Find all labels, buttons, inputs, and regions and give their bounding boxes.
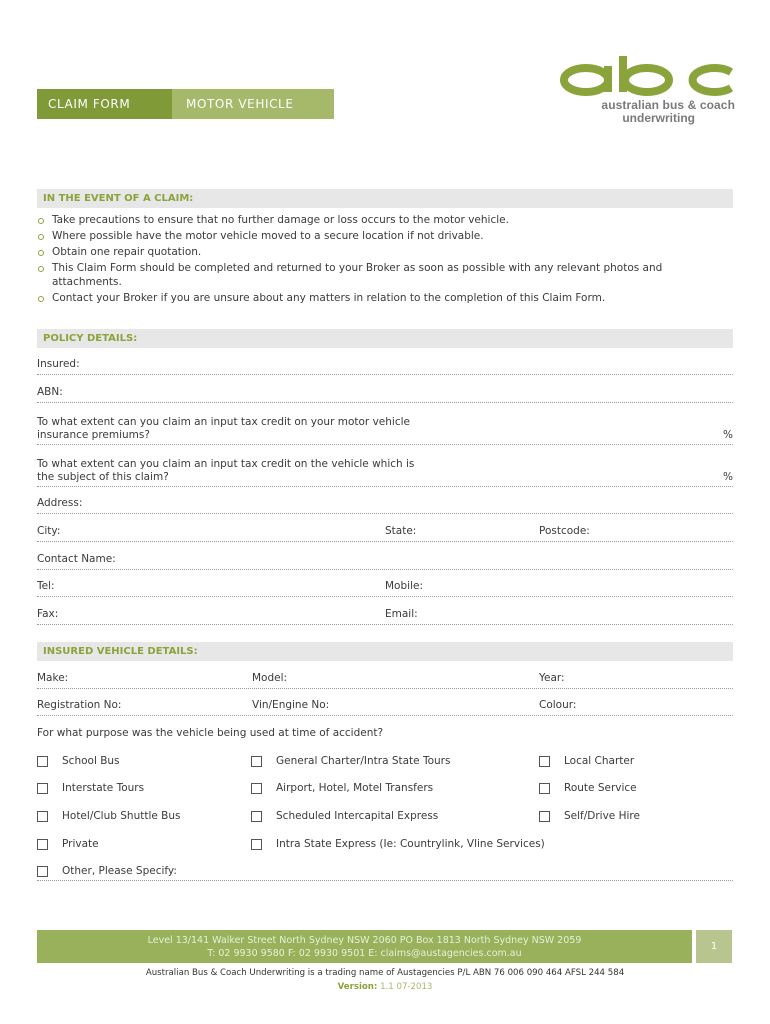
vin-engine-label[interactable]: Vin/Engine No: bbox=[252, 699, 330, 711]
bullet-icon bbox=[38, 218, 44, 224]
footer-address: Level 13/141 Walker Street North Sydney NSW 2060 PO Box 1813 North Sydney NSW 2059 bbox=[147, 935, 582, 946]
version-label: Version: bbox=[337, 982, 378, 992]
tax-credit-vehicle-label-2: the subject of this claim? bbox=[37, 471, 169, 483]
fax-email-row bbox=[37, 608, 733, 625]
option-interstate-tours[interactable]: Interstate Tours bbox=[37, 782, 144, 794]
postcode-label[interactable]: Postcode: bbox=[539, 525, 590, 537]
checkbox[interactable] bbox=[539, 811, 550, 822]
option-self-drive-hire[interactable]: Self/Drive Hire bbox=[539, 810, 640, 822]
contact-name-field[interactable] bbox=[37, 553, 733, 570]
insured-label: Insured: bbox=[37, 358, 80, 370]
checkbox[interactable] bbox=[539, 756, 550, 767]
insured-field[interactable] bbox=[37, 358, 733, 375]
option-school-bus[interactable]: School Bus bbox=[37, 755, 120, 767]
motor-vehicle-tab: MOTOR VEHICLE bbox=[172, 89, 334, 119]
section-event-header: IN THE EVENT OF A CLAIM: bbox=[37, 189, 733, 208]
option-intra-state-express[interactable]: Intra State Express (Ie: Countrylink, Vline Services) bbox=[251, 838, 545, 850]
colour-label[interactable]: Colour: bbox=[539, 699, 577, 711]
event-instructions-list bbox=[37, 214, 727, 308]
address-field[interactable] bbox=[37, 497, 733, 514]
option-local-charter[interactable]: Local Charter bbox=[539, 755, 634, 767]
tel-label[interactable]: Tel: bbox=[37, 580, 55, 592]
section-vehicle-header: INSURED VEHICLE DETAILS: bbox=[37, 642, 733, 661]
checkbox[interactable] bbox=[37, 756, 48, 767]
bullet-icon bbox=[38, 266, 44, 272]
checkbox[interactable] bbox=[37, 866, 48, 877]
state-label[interactable]: State: bbox=[385, 525, 417, 537]
checkbox[interactable] bbox=[37, 811, 48, 822]
list-item: Contact your Broker if you are unsure about any matters in relation to the completion of this Claim Form. bbox=[37, 292, 727, 306]
bullet-icon bbox=[38, 296, 44, 302]
year-label[interactable]: Year: bbox=[539, 672, 565, 684]
model-label[interactable]: Model: bbox=[252, 672, 288, 684]
option-shuttle-bus[interactable]: Hotel/Club Shuttle Bus bbox=[37, 810, 181, 822]
version-value: 1.1 07-2013 bbox=[380, 982, 433, 992]
logo-text-line2: underwriting bbox=[622, 111, 695, 125]
trading-name-notice: Australian Bus & Coach Underwriting is a trading name of Austagencies P/L ABN 76 006 090 464 AFSL 244 584 bbox=[145, 968, 625, 978]
tax-credit-vehicle-label-1: To what extent can you claim an input tax credit on the vehicle which is bbox=[37, 458, 415, 470]
tax-credit-premiums-field[interactable] bbox=[37, 416, 733, 445]
option-intercapital-express[interactable]: Scheduled Intercapital Express bbox=[251, 810, 438, 822]
bullet-icon bbox=[38, 234, 44, 240]
checkbox[interactable] bbox=[251, 756, 262, 767]
registration-label[interactable]: Registration No: bbox=[37, 699, 122, 711]
footer-contact: T: 02 9930 9580 F: 02 9930 9501 E: claims@austagencies.com.au bbox=[207, 948, 522, 959]
abc-logo bbox=[559, 56, 735, 124]
purpose-question: For what purpose was the vehicle being used at time of accident? bbox=[37, 727, 384, 739]
tax-credit-vehicle-field[interactable] bbox=[37, 458, 733, 487]
list-item: Take precautions to ensure that no further damage or loss occurs to the motor vehicle. bbox=[37, 214, 727, 228]
list-item: Where possible have the motor vehicle moved to a secure location if not drivable. bbox=[37, 230, 727, 244]
version-line bbox=[0, 982, 770, 992]
option-route-service[interactable]: Route Service bbox=[539, 782, 637, 794]
other-specify-field[interactable] bbox=[37, 864, 733, 881]
tax-credit-premiums-label-2: insurance premiums? bbox=[37, 429, 150, 441]
option-general-charter[interactable]: General Charter/Intra State Tours bbox=[251, 755, 450, 767]
city-state-postcode-row bbox=[37, 525, 733, 542]
percent-sign: % bbox=[723, 471, 733, 483]
checkbox[interactable] bbox=[251, 811, 262, 822]
contact-name-label: Contact Name: bbox=[37, 553, 116, 565]
option-airport-transfers[interactable]: Airport, Hotel, Motel Transfers bbox=[251, 782, 433, 794]
footer-contact-bar bbox=[37, 930, 692, 963]
address-label: Address: bbox=[37, 497, 83, 509]
make-label[interactable]: Make: bbox=[37, 672, 69, 684]
mobile-label[interactable]: Mobile: bbox=[385, 580, 423, 592]
email-label[interactable]: Email: bbox=[385, 608, 418, 620]
rego-vin-colour-row bbox=[37, 699, 733, 716]
form-title-bar bbox=[37, 89, 334, 119]
checkbox[interactable] bbox=[251, 839, 262, 850]
claim-form-tab: CLAIM FORM bbox=[37, 89, 172, 119]
tax-credit-premiums-label-1: To what extent can you claim an input tax credit on your motor vehicle bbox=[37, 416, 410, 428]
checkbox[interactable] bbox=[539, 783, 550, 794]
abn-label: ABN: bbox=[37, 386, 63, 398]
list-item: Obtain one repair quotation. bbox=[37, 246, 727, 260]
option-other[interactable]: Other, Please Specify: bbox=[37, 865, 177, 877]
checkbox[interactable] bbox=[251, 783, 262, 794]
option-private[interactable]: Private bbox=[37, 838, 99, 850]
city-label[interactable]: City: bbox=[37, 525, 61, 537]
checkbox[interactable] bbox=[37, 783, 48, 794]
abn-field[interactable] bbox=[37, 386, 733, 403]
bullet-icon bbox=[38, 250, 44, 256]
logo-text-line1: australian bus & coach bbox=[601, 98, 735, 112]
abc-logo-mark bbox=[559, 56, 735, 96]
tel-mobile-row bbox=[37, 580, 733, 597]
fax-label[interactable]: Fax: bbox=[37, 608, 59, 620]
list-item: This Claim Form should be completed and returned to your Broker as soon as possible with any relevant photos and attachments. bbox=[37, 262, 727, 289]
section-policy-header: POLICY DETAILS: bbox=[37, 329, 733, 348]
percent-sign: % bbox=[723, 429, 733, 441]
checkbox[interactable] bbox=[37, 839, 48, 850]
make-model-year-row bbox=[37, 672, 733, 689]
page-number: 1 bbox=[696, 930, 732, 963]
